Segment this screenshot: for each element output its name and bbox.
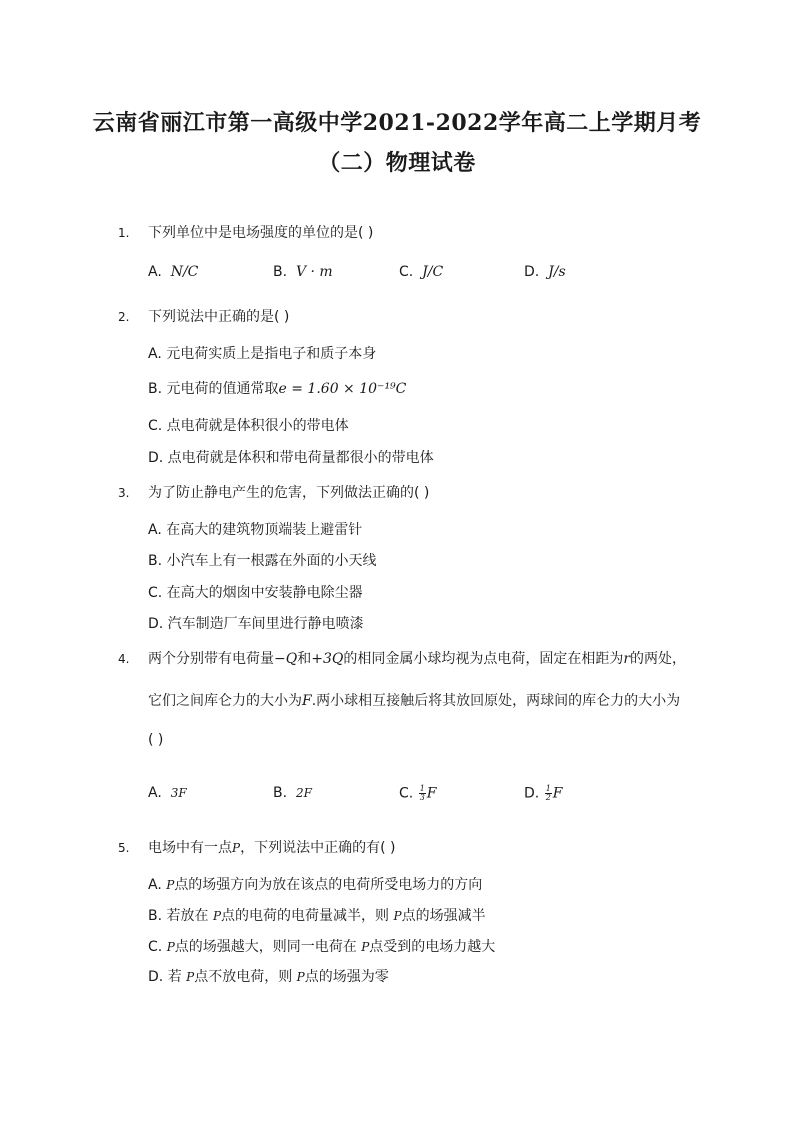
- question-1-option-d: [524, 264, 566, 280]
- option-math: e = 1.60 × 10⁻¹⁹C: [278, 381, 407, 397]
- fraction-numerator: 1: [545, 784, 551, 793]
- option-math: J/s: [548, 264, 566, 280]
- question-4-stem-line-1: [148, 648, 686, 668]
- stem-math: r: [623, 651, 631, 667]
- stem-text: ，下列说法中正确的有( ): [240, 840, 396, 856]
- option-label: D.: [148, 969, 164, 985]
- option-label: C.: [399, 785, 414, 802]
- stem-math: +3Q: [311, 651, 344, 667]
- question-5-number: 5.: [118, 841, 130, 855]
- option-label: A.: [148, 877, 162, 893]
- option-text: 点受到的电场力越大: [369, 939, 496, 955]
- question-3-option-b: B. 小汽车上有一根露在外面的小天线: [148, 553, 377, 569]
- question-2-number: 2.: [118, 310, 130, 324]
- option-text: 点不放电荷，则: [194, 969, 293, 985]
- question-4-option-b: [273, 785, 312, 801]
- question-1-number: 1.: [118, 226, 130, 240]
- option-label: C.: [148, 939, 163, 955]
- page-title-line-2: （二）物理试卷: [318, 150, 476, 176]
- question-1-stem: 下列单位中是电场强度的单位的是( ): [148, 225, 374, 241]
- fraction-denominator: 2: [545, 793, 551, 802]
- question-2-option-d: D. 点电荷就是体积和带电荷量都很小的带电体: [148, 450, 434, 466]
- question-2-stem: 下列说法中正确的是( ): [148, 309, 290, 325]
- stem-text: 它们之间库仑力的大小为: [148, 693, 302, 709]
- question-3-option-d: D. 汽车制造厂车间里进行静电喷漆: [148, 616, 364, 632]
- question-3-stem: 为了防止静电产生的危害，下列做法正确的( ): [148, 485, 430, 501]
- option-math: 2F: [295, 786, 312, 800]
- question-4-option-a: [148, 785, 187, 801]
- option-text: 点的场强越大，则同一电荷在: [174, 939, 357, 955]
- option-label: A.: [148, 785, 162, 801]
- option-label: B.: [273, 264, 288, 280]
- fraction: [545, 785, 552, 802]
- question-2-option-a: A. 元电荷实质上是指电子和质子本身: [148, 346, 377, 362]
- stem-text: 的相同金属小球均视为点电荷，固定在相距为: [343, 651, 624, 667]
- option-math: N/C: [170, 264, 199, 280]
- option-math: P: [186, 970, 195, 984]
- option-label: B.: [148, 908, 163, 924]
- question-5-option-a: [148, 874, 482, 894]
- option-math: J/C: [422, 264, 444, 280]
- question-5-stem: [148, 837, 395, 857]
- question-4-option-c: [399, 785, 437, 802]
- question-5-option-d: [148, 966, 389, 986]
- option-label: D.: [524, 785, 540, 802]
- option-math: P: [361, 940, 370, 954]
- option-text: B. 元电荷的值通常取: [148, 381, 279, 397]
- page-title-line-1: 云南省丽江市第一高级中学2021-2022学年高二上学期月考: [92, 110, 702, 136]
- option-text: 点的场强方向为放在该点的电荷所受电场力的方向: [174, 877, 483, 893]
- question-4-number: 4.: [118, 652, 130, 666]
- question-5-option-c: [148, 936, 495, 956]
- option-math: F: [552, 785, 563, 802]
- stem-math: −Q: [274, 651, 298, 667]
- option-text: 点的场强减半: [401, 908, 486, 924]
- fraction-denominator: 3: [419, 793, 425, 802]
- question-3-option-a: A. 在高大的建筑物顶端装上避雷针: [148, 522, 363, 538]
- question-1-option-c: [399, 264, 443, 280]
- question-2-option-c: C. 点电荷就是体积很小的带电体: [148, 418, 349, 434]
- question-3-option-c: C. 在高大的烟囱中安装静电除尘器: [148, 585, 363, 601]
- question-2-option-b: [148, 378, 406, 398]
- option-text: 点的场强为零: [304, 969, 389, 985]
- stem-text: 两个分别带有电荷量: [148, 651, 274, 667]
- option-text: 若: [167, 969, 182, 985]
- option-label: A.: [148, 264, 162, 280]
- option-text: 若放在: [166, 908, 209, 924]
- question-1-option-a: [148, 264, 198, 280]
- stem-math: P: [232, 841, 241, 855]
- stem-math: F: [302, 693, 312, 709]
- question-5-option-b: [148, 905, 486, 925]
- stem-text: 和: [297, 651, 312, 667]
- option-text: 点的电荷的电荷量减半，则: [221, 908, 390, 924]
- option-label: C.: [399, 264, 414, 280]
- option-math: P: [212, 909, 222, 923]
- stem-text: .两小球相互接触后将其放回原处，两球间的库仑力的大小为: [311, 693, 681, 709]
- option-label: B.: [273, 785, 288, 801]
- option-math: 3F: [170, 786, 187, 800]
- fraction-numerator: 1: [419, 784, 425, 793]
- fraction: [419, 785, 426, 802]
- option-math: P: [166, 878, 175, 892]
- question-4-option-d: [524, 785, 563, 802]
- question-1-option-b: [273, 264, 333, 280]
- option-label: D.: [524, 264, 540, 280]
- option-math: P: [296, 970, 305, 984]
- option-math: P: [166, 940, 175, 954]
- stem-text: 的两处，: [630, 651, 687, 667]
- option-math: P: [393, 909, 402, 923]
- question-4-stem-line-2: [148, 690, 680, 710]
- option-math: V · m: [295, 264, 333, 280]
- question-4-stem-line-3: ( ): [148, 732, 164, 748]
- stem-text: 电场中有一点: [148, 840, 232, 856]
- question-3-number: 3.: [118, 486, 130, 500]
- option-math: F: [426, 785, 437, 802]
